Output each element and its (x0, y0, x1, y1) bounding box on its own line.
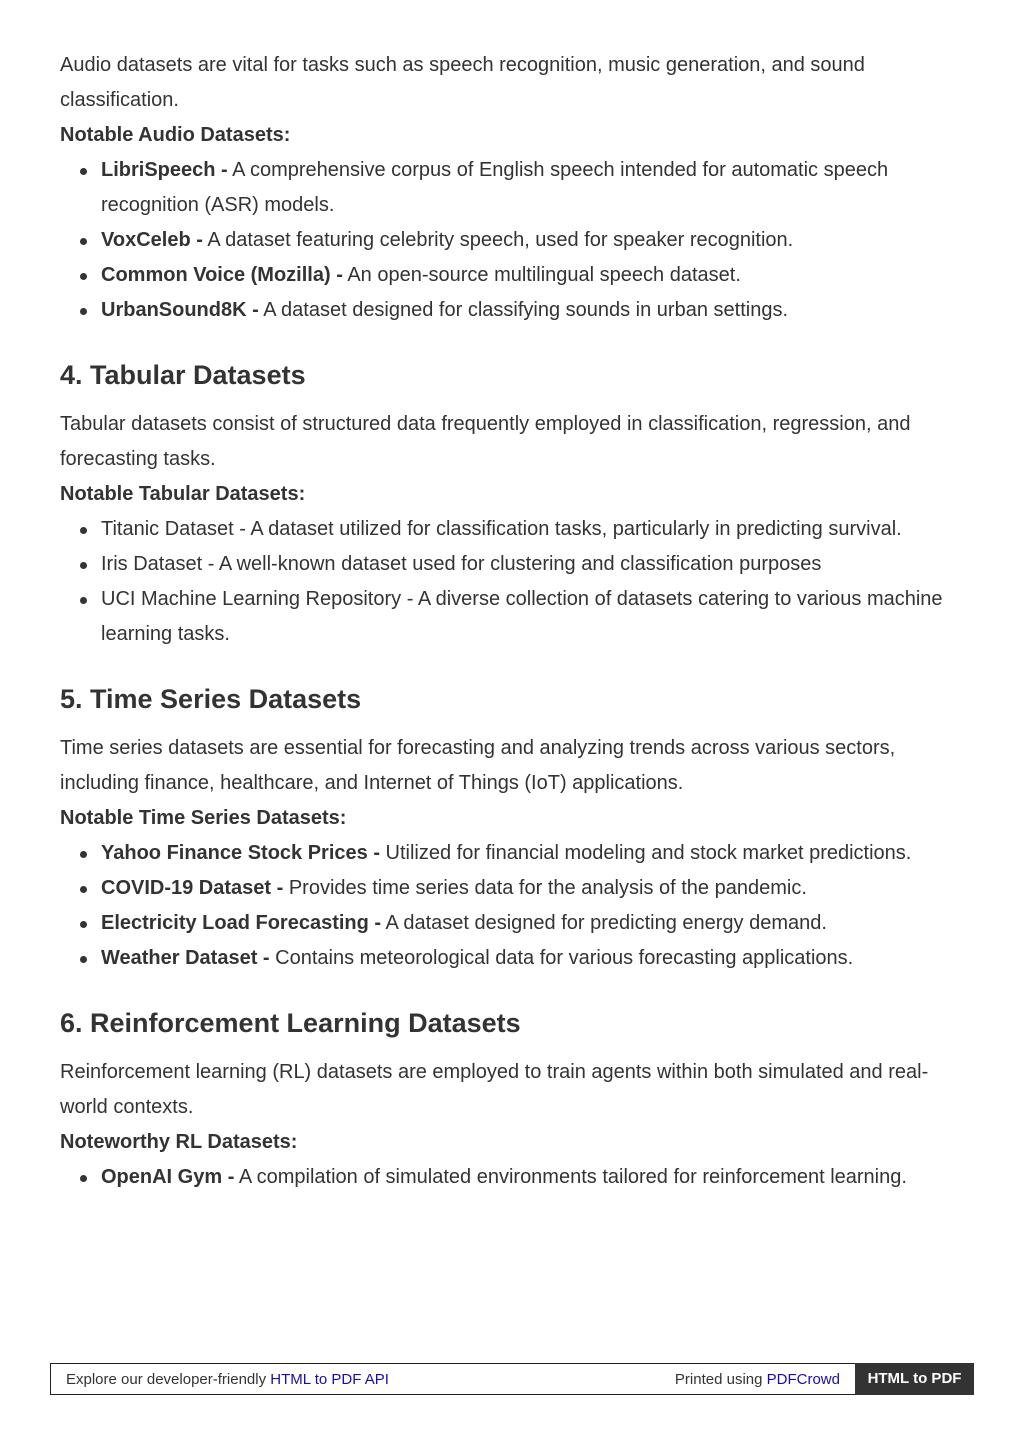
list-item (101, 906, 970, 941)
footer-explore-text: Explore our developer-friendly (66, 1371, 271, 1388)
item-name: OpenAI Gym - (101, 1166, 235, 1188)
item-desc: Provides time series data for the analysis of the pandemic. (283, 877, 807, 899)
audio-intro: Audio datasets are vital for tasks such as speech recognition, music generation, and sound classification. (60, 54, 865, 111)
item-desc: A dataset featuring celebrity speech, used for speaker recognition. (202, 229, 794, 251)
audio-dataset-list (60, 153, 970, 328)
item-name: Common Voice (Mozilla) - (101, 264, 343, 286)
list-item: Iris Dataset - A well-known dataset used for clustering and classification purposes (101, 547, 970, 582)
item-desc: An open-source multilingual speech dataset. (342, 264, 741, 286)
list-item (101, 293, 970, 328)
list-item (101, 1160, 970, 1195)
item-name: Weather Dataset - (101, 947, 270, 969)
item-name: Electricity Load Forecasting - (101, 912, 382, 934)
tabular-notable-heading: Notable Tabular Datasets: (60, 483, 306, 505)
rl-intro: Reinforcement learning (RL) datasets are employed to train agents within both simulated and real-world contexts. (60, 1061, 929, 1118)
timeseries-heading: 5. Time Series Datasets (60, 684, 362, 714)
footer-explore (66, 1371, 389, 1388)
item-name: VoxCeleb - (101, 229, 203, 251)
item-desc: Contains meteorological data for various forecasting applications. (269, 947, 854, 969)
rl-heading: 6. Reinforcement Learning Datasets (60, 1008, 521, 1038)
html-to-pdf-badge[interactable]: HTML to PDF (855, 1363, 974, 1395)
document-page (60, 48, 970, 1195)
list-item: Titanic Dataset - A dataset utilized for classification tasks, particularly in predicting survival. (101, 512, 970, 547)
footer-printed (675, 1371, 840, 1388)
list-item (101, 258, 970, 293)
rl-dataset-list (60, 1160, 970, 1195)
item-name: COVID-19 Dataset - (101, 877, 284, 899)
item-name: UrbanSound8K - (101, 299, 259, 321)
list-item (101, 836, 970, 871)
item-desc: A comprehensive corpus of English speech intended for automatic speech recognition (ASR) models. (101, 159, 889, 216)
item-desc: A compilation of simulated environments tailored for reinforcement learning. (234, 1166, 907, 1188)
list-item (101, 941, 970, 976)
footer-printed-text: Printed using (674, 1371, 767, 1388)
list-item: UCI Machine Learning Repository - A diverse collection of datasets catering to various machine learning tasks. (101, 582, 970, 652)
item-name: LibriSpeech - (101, 159, 228, 181)
html-to-pdf-api-link[interactable]: HTML to PDF API (270, 1371, 389, 1388)
pdfcrowd-link[interactable]: PDFCrowd (766, 1371, 840, 1388)
tabular-dataset-list (60, 512, 970, 652)
item-name: Yahoo Finance Stock Prices - (101, 842, 380, 864)
list-item (101, 871, 970, 906)
timeseries-notable-heading: Notable Time Series Datasets: (60, 807, 347, 829)
item-desc: A dataset designed for predicting energy demand. (381, 912, 827, 934)
audio-notable-heading: Notable Audio Datasets: (60, 124, 291, 146)
list-item (101, 153, 970, 223)
item-desc: A dataset designed for classifying sounds in urban settings. (258, 299, 788, 321)
list-item (101, 223, 970, 258)
timeseries-intro: Time series datasets are essential for forecasting and analyzing trends across various sectors, including finance, healthcare, and Internet of Things (IoT) applications. (60, 737, 896, 794)
rl-notable-heading: Noteworthy RL Datasets: (60, 1131, 298, 1153)
tabular-heading: 4. Tabular Datasets (60, 360, 306, 390)
item-desc: Utilized for financial modeling and stock market predictions. (379, 842, 912, 864)
timeseries-dataset-list (60, 836, 970, 976)
pdf-footer-bar (50, 1363, 974, 1395)
tabular-intro: Tabular datasets consist of structured data frequently employed in classification, regression, and forecasting tasks. (60, 413, 911, 470)
